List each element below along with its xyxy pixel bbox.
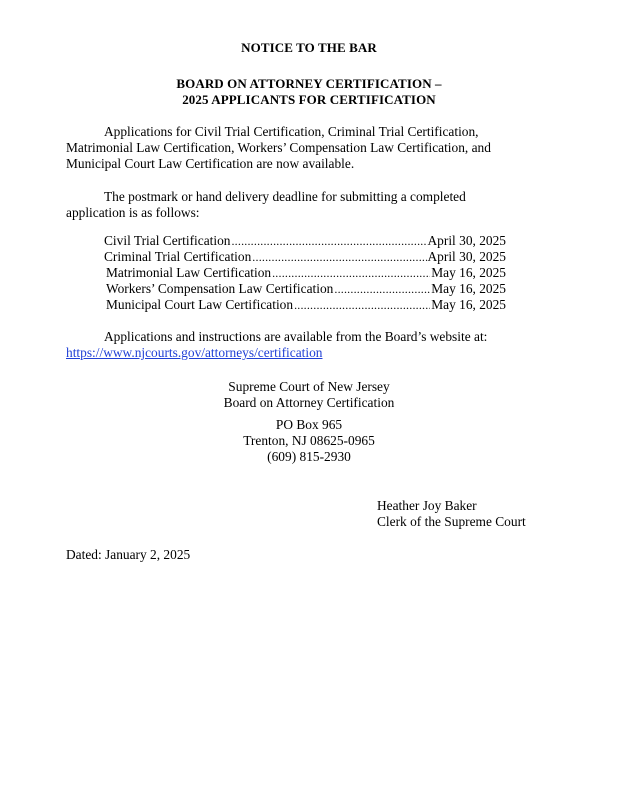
deadline-certification-name: Matrimonial Law Certification — [106, 265, 272, 280]
deadline-certification-name: Civil Trial Certification — [104, 233, 231, 248]
address-city-state-zip: Trenton, NJ 08625-0965 — [243, 433, 375, 448]
dot-leader — [231, 234, 426, 249]
deadline-row — [104, 249, 506, 266]
dated-line: Dated: January 2, 2025 — [66, 547, 191, 562]
dot-leader — [272, 266, 430, 281]
dot-leader — [294, 298, 430, 313]
address-po-box: PO Box 965 — [275, 417, 343, 432]
address-court-name: Supreme Court of New Jersey — [228, 379, 390, 394]
dot-leader — [334, 282, 430, 297]
deadline-date: May 16, 2025 — [431, 265, 506, 280]
deadline-date: April 30, 2025 — [427, 249, 506, 264]
deadline-date: April 30, 2025 — [427, 233, 506, 248]
deadline-row — [104, 233, 506, 250]
deadline-certification-name: Criminal Trial Certification — [104, 249, 252, 264]
deadline-certification-name: Municipal Court Law Certification — [106, 297, 294, 312]
intro-line-2: Matrimonial Law Certification, Workers’ Compensation Law Certification, and — [66, 140, 491, 155]
notice-title: NOTICE TO THE BAR — [241, 40, 377, 55]
signatory-title: Clerk of the Supreme Court — [377, 514, 526, 529]
deadline-date: May 16, 2025 — [431, 281, 506, 296]
deadline-row — [106, 265, 506, 282]
deadline-row — [106, 281, 506, 298]
dot-leader — [252, 250, 426, 265]
address-board-name: Board on Attorney Certification — [223, 395, 395, 410]
signatory-name: Heather Joy Baker — [377, 498, 477, 513]
board-heading-line2: 2025 APPLICANTS FOR CERTIFICATION — [182, 92, 436, 107]
deadline-intro-line-2: application is as follows: — [66, 205, 200, 220]
board-heading-line1: BOARD ON ATTORNEY CERTIFICATION – — [176, 76, 442, 91]
deadline-intro-line-1: The postmark or hand delivery deadline for submitting a completed — [104, 189, 466, 204]
intro-line-1: Applications for Civil Trial Certification, Criminal Trial Certification, — [104, 124, 479, 139]
deadline-certification-name: Workers’ Compensation Law Certification — [106, 281, 334, 296]
deadline-date: May 16, 2025 — [431, 297, 506, 312]
certification-website-link[interactable]: https://www.njcourts.gov/attorneys/certification — [66, 345, 323, 360]
deadline-row — [106, 297, 506, 314]
intro-line-3: Municipal Court Law Certification are now available. — [66, 156, 355, 171]
website-text: Applications and instructions are available from the Board’s website at: — [104, 329, 488, 344]
address-phone: (609) 815-2930 — [267, 449, 351, 464]
